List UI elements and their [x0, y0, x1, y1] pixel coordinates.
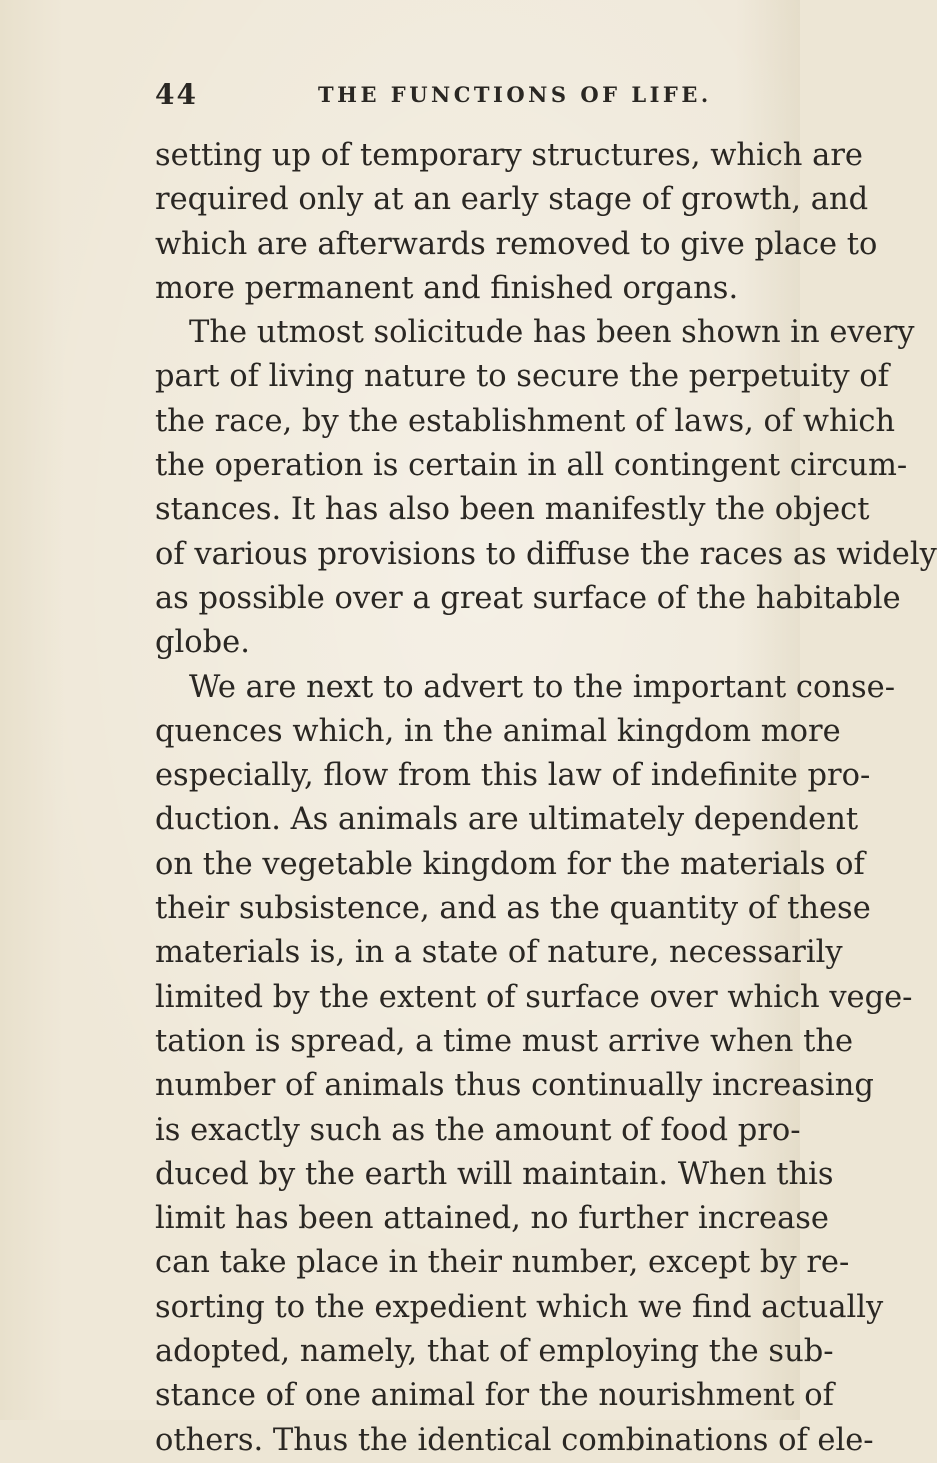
text-line: the race, by the establishment of laws, of which	[155, 403, 896, 439]
paragraph-start-line: We are next to advert to the important conse-	[189, 669, 896, 705]
paragraph-start-line: The utmost solicitude has been shown in every	[189, 315, 915, 351]
text-line: adopted, namely, that of employing the sub-	[155, 1334, 834, 1370]
text-line: number of animals thus continually increasing	[155, 1068, 874, 1104]
text-line: as possible over a great surface of the habitable	[155, 580, 901, 616]
text-line: sorting to the expedient which we find actually	[155, 1289, 884, 1325]
text-line: tation is spread, a time must arrive when the	[155, 1023, 854, 1059]
text-line: especially, flow from this law of indefinite pro-	[155, 758, 871, 794]
text-line: materials is, in a state of nature, necessarily	[155, 935, 843, 971]
text-line: is exactly such as the amount of food pro-	[155, 1112, 801, 1148]
text-line: limited by the extent of surface over which vege-	[155, 979, 913, 1015]
text-line: of various provisions to diffuse the races as widely	[155, 536, 937, 572]
text-line: limit has been attained, no further increase	[155, 1201, 829, 1237]
text-line: the operation is certain in all contingent circum-	[155, 448, 908, 484]
text-line: more permanent and finished organs.	[155, 270, 739, 306]
text-line: stance of one animal for the nourishment of	[155, 1378, 834, 1414]
text-line: part of living nature to secure the perpetuity of	[155, 359, 889, 395]
text-line: quences which, in the animal kingdom more	[155, 713, 841, 749]
page-number: 44	[155, 78, 198, 111]
text-line: globe.	[155, 625, 250, 661]
body-text	[155, 134, 937, 1463]
text-line: others. Thus the identical combinations of ele-	[155, 1422, 874, 1458]
text-line: on the vegetable kingdom for the materials of	[155, 846, 865, 882]
text-line: duced by the earth will maintain. When this	[155, 1156, 834, 1192]
text-line: duction. As animals are ultimately dependent	[155, 802, 859, 838]
running-title: THE FUNCTIONS OF LIFE.	[318, 82, 712, 107]
text-line: their subsistence, and as the quantity of these	[155, 891, 871, 927]
text-line: can take place in their number, except by re-	[155, 1245, 850, 1281]
text-line: setting up of temporary structures, which are	[155, 138, 863, 173]
text-line: which are afterwards removed to give place to	[155, 226, 878, 262]
running-head	[155, 78, 795, 122]
text-line: stances. It has also been manifestly the object	[155, 492, 870, 528]
text-line: required only at an early stage of growth, and	[155, 182, 869, 218]
